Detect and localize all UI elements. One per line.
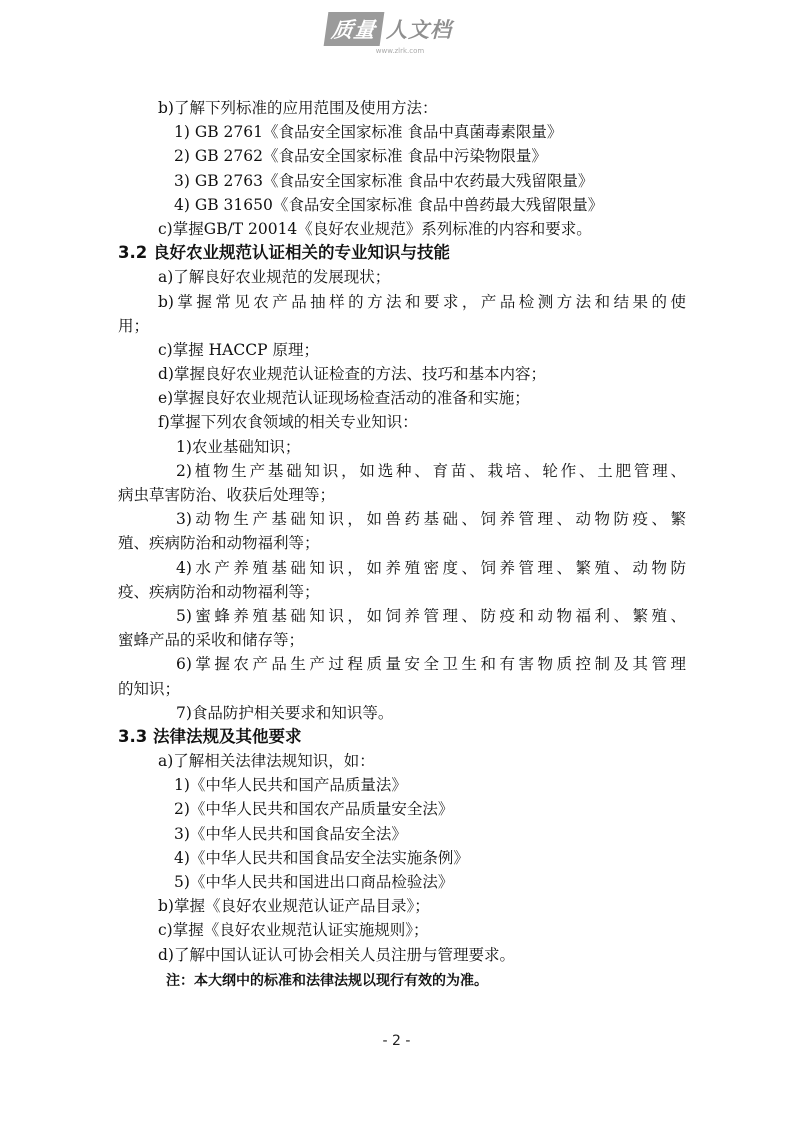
text-line: a)了解相关法律法规知识，如：: [158, 752, 375, 771]
text-line: 2)《中华人民共和国农产品质量安全法》: [174, 800, 454, 819]
text-line: a)了解良好农业规范的发展现状；: [158, 268, 391, 287]
section-heading: 3.2 良好农业规范认证相关的专业知识与技能: [118, 243, 450, 263]
text-line: 的知识；: [118, 679, 181, 698]
text-line: 1)农业基础知识；: [176, 437, 301, 456]
logo-box: 质量: [324, 12, 385, 46]
watermark-logo: [326, 12, 452, 46]
text-line: c)掌握 HACCP 原理；: [158, 340, 319, 359]
text-line: 5)《中华人民共和国进出口商品检验法》: [174, 873, 454, 891]
text-line: 6)掌握农产品生产过程质量安全卫生和有害物质控制及其管理: [176, 655, 686, 674]
text-line: 病虫草害防治、收获后处理等；: [118, 486, 336, 504]
text-line: b)了解下列标准的应用范围及使用方法：: [158, 99, 438, 117]
note-text: 注：本大纲中的标准和法律法规以现行有效的为准。: [166, 972, 488, 989]
text-line: 殖、疾病防治和动物福利等；: [118, 534, 320, 553]
text-line: d)掌握良好农业规范认证检查的方法、技巧和基本内容；: [158, 365, 546, 384]
text-line: e)掌握良好农业规范认证现场检查活动的准备和实施；: [158, 389, 530, 408]
text-line: 3)动物生产基础知识，如兽药基础、饲养管理、动物防疫、繁: [176, 510, 686, 529]
text-line: 3) GB 2763《食品安全国家标准 食品中农药最大残留限量》: [174, 171, 594, 190]
text-line: d)了解中国认证认可协会相关人员注册与管理要求。: [158, 945, 515, 964]
text-line: 4) GB 31650《食品安全国家标准 食品中兽药最大残留限量》: [174, 195, 604, 214]
text-line: 蜜蜂产品的采收和储存等；: [118, 631, 305, 650]
text-line: 2)植物生产基础知识，如选种、育苗、栽培、轮作、土肥管理、: [176, 461, 686, 480]
text-line: 2) GB 2762《食品安全国家标准 食品中污染物限量》: [174, 147, 547, 166]
text-line: 3)《中华人民共和国食品安全法》: [174, 824, 407, 843]
text-line: b)掌握《良好农业规范认证产品目录》；: [158, 897, 430, 916]
text-line: 1) GB 2761《食品安全国家标准 食品中真菌毒素限量》: [174, 123, 563, 142]
page-number: - 2 -: [382, 1033, 411, 1049]
text-line: 1)《中华人民共和国产品质量法》: [174, 776, 407, 795]
text-line: 5)蜜蜂养殖基础知识，如饲养管理、防疫和动物福利、繁殖、: [176, 606, 686, 625]
text-line: c)掌握《良好农业规范认证实施规则》；: [158, 921, 429, 940]
text-line: 7)食品防护相关要求和知识等。: [176, 703, 394, 722]
text-line: 疫、疾病防治和动物福利等；: [118, 582, 320, 601]
text-line: 4)水产养殖基础知识，如养殖密度、饲养管理、繁殖、动物防: [176, 558, 686, 577]
text-line: c)掌握GB/T 20014《良好农业规范》系列标准的内容和要求。: [158, 219, 592, 238]
text-line: b)掌握常见农产品抽样的方法和要求，产品检测方法和结果的使: [158, 292, 686, 311]
logo-url: www.zlrk.com: [375, 47, 425, 55]
section-heading: 3.3 法律法规及其他要求: [118, 726, 302, 746]
text-line: 用；: [118, 316, 150, 335]
text-line: f)掌握下列农食领域的相关专业知识：: [158, 413, 418, 432]
document-body: [118, 96, 686, 993]
text-line: 4)《中华人民共和国食品安全法实施条例》: [174, 848, 469, 867]
logo-text: 人文档: [386, 18, 452, 42]
